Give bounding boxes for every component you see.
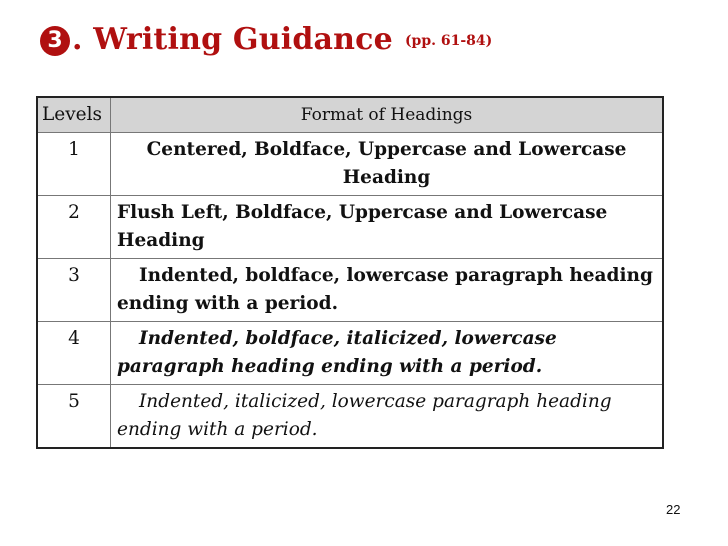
heading-levels-table xyxy=(36,96,664,449)
format-cell: Indented, italicized, lowercase paragraph heading ending with a period. xyxy=(111,385,664,449)
level-cell: 5 xyxy=(37,385,111,449)
levels-header: Levels xyxy=(37,97,111,133)
format-header: Format of Headings xyxy=(111,97,664,133)
slide-title xyxy=(40,22,492,57)
level-cell: 1 xyxy=(37,133,111,196)
table-row xyxy=(37,133,663,196)
page-range: (pp. 61-84) xyxy=(404,33,493,49)
format-cell: Indented, boldface, italicized, lowercase paragraph heading ending with a period. xyxy=(111,322,664,385)
format-cell: Centered, Boldface, Uppercase and Lowercase Heading xyxy=(111,133,664,196)
format-cell: Flush Left, Boldface, Uppercase and Lowercase Heading xyxy=(111,196,664,259)
slide-number: 22 xyxy=(666,502,681,517)
table-row xyxy=(37,196,663,259)
numbered-circle-icon: 3 xyxy=(40,26,70,56)
level-cell: 2 xyxy=(37,196,111,259)
table-header-row xyxy=(37,97,663,133)
level-cell: 3 xyxy=(37,259,111,322)
slide-title-text: . Writing Guidance xyxy=(72,22,393,57)
table-row xyxy=(37,385,663,449)
table-row xyxy=(37,322,663,385)
level-cell: 4 xyxy=(37,322,111,385)
format-cell: Indented, boldface, lowercase paragraph heading ending with a period. xyxy=(111,259,664,322)
table-row xyxy=(37,259,663,322)
